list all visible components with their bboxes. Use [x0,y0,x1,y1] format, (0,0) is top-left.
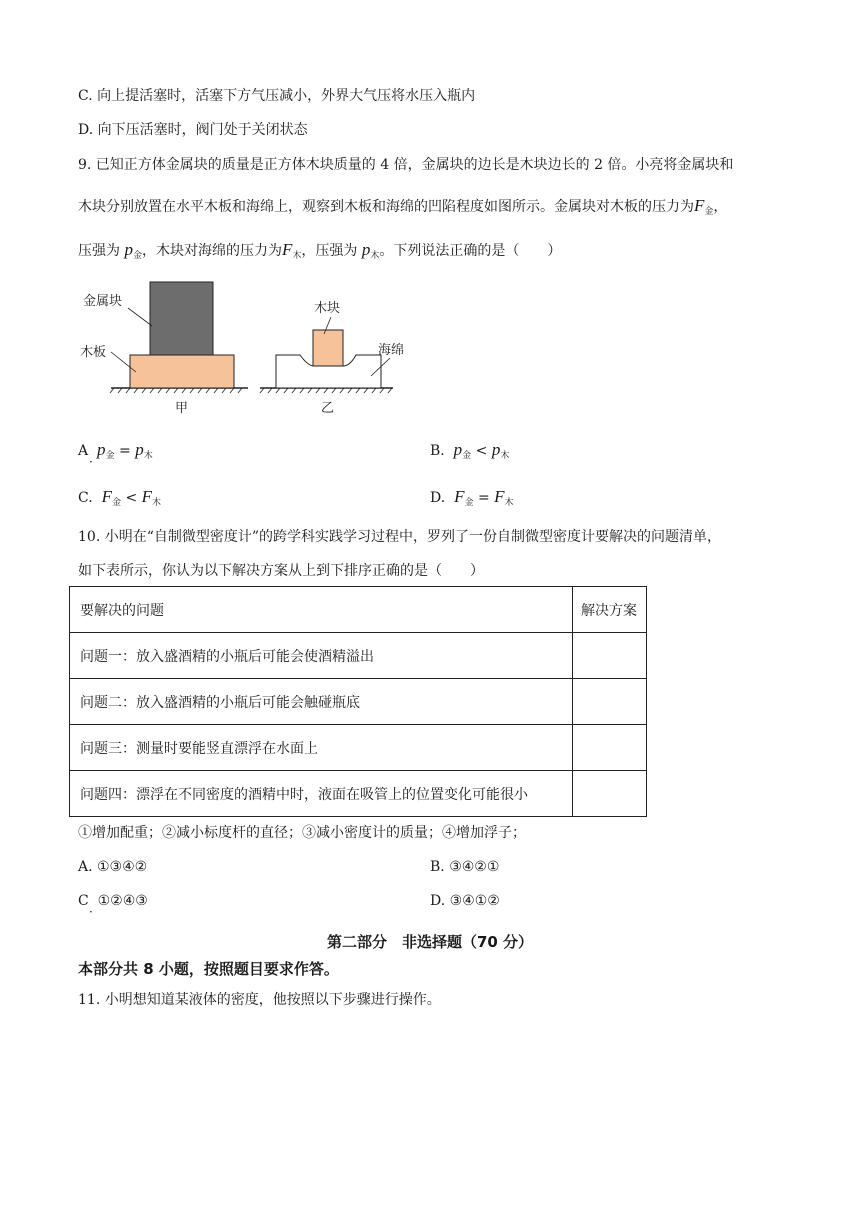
q9-option-b: B. $p_金 < p_木$ [430,440,510,461]
solutions-list: ①增加配重；②减小标度杆的直径；③减小密度计的质量；④增加浮子； [78,825,526,841]
wood-block-label: 木块 [314,301,341,316]
q10-option-c: C ①②④③ [78,893,148,909]
table-row: 问题四：漂浮在不同密度的酒精中时，液面在吸管上的位置变化可能很小 [70,771,647,817]
sponge-label: 海绵 [378,343,405,358]
q9-text-line1: 9. 已知正方体金属块的质量是正方体木块质量的 4 倍，金属块的边长是木块边长的 2 倍。小亮将金属块和 [78,157,734,173]
wooden-board [130,355,234,388]
q8-option-c: C. 向上提活塞时，活塞下方气压减小，外界大气压将水压入瓶内 [78,88,476,104]
q10-option-b: B. ③④②① [430,859,500,875]
q9-option-c: C. $F_金 < F_木$ [78,487,162,508]
q9-text-line3: 压强为 $p_金$，木块对海绵的压力为$F_木$，压强为 $p_木$。下列说法正确的是（ ） [78,240,562,261]
metal-block-label: 金属块 [83,294,123,309]
table-header-problem: 要解决的问题 [70,587,573,633]
caption-jia: 甲 [175,401,189,416]
table-row: 问题一：放入盛酒精的小瓶后可能会使酒精溢出 [70,633,647,679]
problem-table [69,586,647,817]
section-description: 本部分共 8 小题，按照题目要求作答。 [78,960,339,978]
q9-option-d: D. $F_金 = F_木$ [430,487,514,508]
q10-text-line2: 如下表所示，你认为以下解决方案从上到下排序正确的是（ ） [78,563,484,579]
table-row: 问题三：测量时要能竖直漂浮在水面上 [70,725,647,771]
q11-text: 11. 小明想知道某液体的密度，他按照以下步骤进行操作。 [78,992,441,1008]
metal-block [150,282,213,355]
table-header-row [70,587,647,633]
section-title: 第二部分 非选择题（70 分） [326,933,534,951]
q10-text-line1: 10. 小明在“自制微型密度计”的跨学科实践学习过程中，罗列了一份自制微型密度计要解决的问题清单， [78,529,722,545]
table-header-solution: 解决方案 [573,587,647,633]
pressure-figure [78,278,408,418]
q10-option-a: A. ①③④② [78,859,148,875]
table-row: 问题二：放入盛酒精的小瓶后可能会触碰瓶底 [70,679,647,725]
q8-option-d: D. 向下压活塞时，阀门处于关闭状态 [78,122,308,138]
q9-text-line2: 木块分别放置在水平木板和海绵上，观察到木板和海绵的凹陷程度如图所示。金属块对木板的压力为$F_金$， [78,196,728,217]
wooden-board-label: 木板 [80,345,107,360]
caption-yi: 乙 [321,401,335,416]
q10-option-d: D. ③④①② [430,893,500,909]
q9-option-a: A $p_金 = p_木$ [78,440,153,461]
wood-block [313,330,343,366]
